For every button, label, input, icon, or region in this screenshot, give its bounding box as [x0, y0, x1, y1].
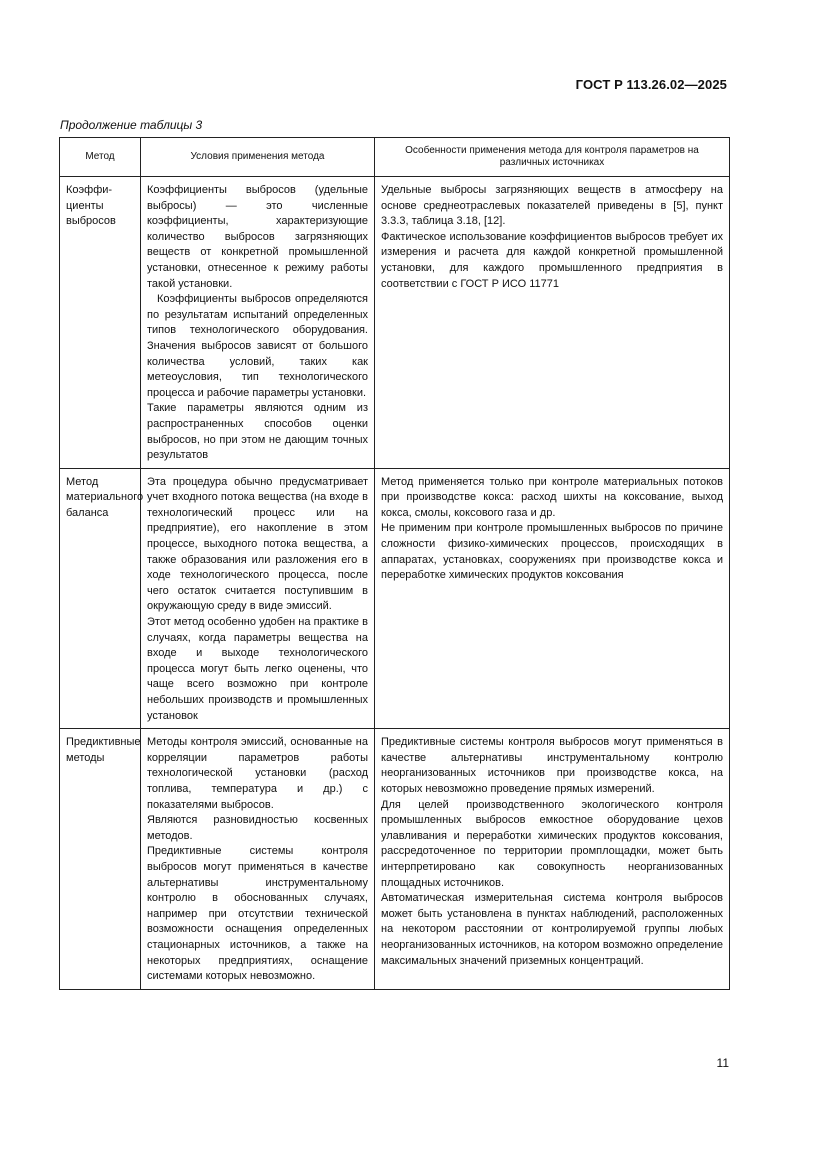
table-row	[60, 729, 730, 990]
conditions-cell	[141, 177, 375, 469]
method-name: Предиктивные методы	[66, 736, 141, 764]
features-paragraph: Для целей производственного экологического контроля промышленных выбросов емкостное оборудование цехов улавливания и переработки химических продуктов коксования, рассредоточенное по территории промплощадки, может быть интерпретировано как совокупность неорганизованных площадных источников.	[381, 798, 723, 889]
conditions-paragraph: Этот метод особенно удобен на практике в случаях, когда параметры вещества на входе и выходе технологического процесса могут быть легко оценены, что чаще всего возможно при контроле небольших производств и промышленных установок	[147, 616, 368, 722]
method-cell	[60, 468, 144, 729]
methods-table	[59, 137, 730, 990]
method-cell	[60, 177, 141, 469]
conditions-paragraph: Коэффициенты выбросов определяются по результатам испытаний определенных типов технологического оборудования. Значения выбросов зависят от большого количества условий, таких как метеоусловия, тип технологического процесса и рабочие параметры установки.	[147, 293, 368, 399]
features-cell	[375, 729, 730, 990]
conditions-paragraph: Коэффициенты выбросов (удельные выбросы) — это численные коэффициенты, характеризующие количество выбросов загрязняющих веществ от конкретной промышленной установки, отнесенное к режиму работы такой установки.	[147, 184, 368, 290]
table-row	[60, 468, 730, 729]
features-paragraph: Удельные выбросы загрязняющих веществ в атмосферу на основе среднеотраслевых показателей приведены в [5], пункт 3.3.3, таблица 3.18, [12].	[381, 184, 723, 228]
features-cell	[375, 468, 730, 729]
column-header-method: Метод	[60, 138, 141, 177]
features-paragraph: Фактическое использование коэффициентов выбросов требует их измерения и расчета для каждой конкретной промышленной установки, для каждого промышленного предприятия в соответствии с ГОСТ Р ИСО 11771	[381, 230, 723, 290]
column-header-conditions: Условия применения метода	[141, 138, 375, 177]
method-cell	[60, 729, 141, 990]
conditions-paragraph: Эта процедура обычно предусматривает учет входного потока вещества (на входе в технологический процесс или на предприятие), его накопление в этом процессе, выходного потока вещества, а также образования или разложения его в ходе технологического процесса, после чего остаток считается поступившим в окружающую среду в виде эмиссий.	[147, 475, 368, 613]
page-number: 11	[716, 1056, 729, 1070]
conditions-cell	[141, 468, 375, 729]
method-name: Метод материального баланса	[66, 475, 144, 519]
conditions-cell	[141, 729, 375, 990]
conditions-paragraph: Предиктивные системы контроля выбросов могут применяться в качестве альтернативы инструментальному контролю в обоснованных случаях, например при отсутствии технической возможности оснащения определенных стационарных источников, а также на некоторых предприятиях, оснащение системами которых невозможно.	[147, 845, 368, 983]
column-header-features: Особенности применения метода для контроля параметров на различных источниках	[375, 138, 730, 177]
conditions-paragraph: Методы контроля эмиссий, основанные на корреляции параметров работы технологической установки (расход топлива, температура и др.) с показателями выбросов.	[147, 736, 368, 811]
table-caption: Продолжение таблицы 3	[60, 118, 203, 132]
table-row	[60, 177, 730, 469]
table-header-row	[60, 138, 730, 177]
document-id: ГОСТ Р 113.26.02—2025	[575, 77, 727, 92]
features-cell	[375, 177, 730, 469]
features-paragraph: Не применим при контроле промышленных выбросов по причине сложности физико-химических процессов, происходящих в аппаратах, установках, сооружениях при производстве кокса и переработке химических продуктов коксования	[381, 522, 723, 582]
conditions-paragraph: Такие параметры являются одним из распространенных способов оценки выбросов, но при этом не дающим точных результатов	[147, 402, 368, 462]
features-paragraph: Метод применяется только при контроле материальных потоков при производстве кокса: расход шихты на коксование, выход кокса, смолы, коксового газа и др.	[381, 475, 723, 519]
method-name: Коэффи-циенты выбросов	[66, 184, 116, 228]
features-paragraph: Автоматическая измерительная система контроля выбросов может быть установлена в пунктах наблюдений, расположенных на некотором расстоянии от контролируемой группы любых неорганизованных источников, на котором возможно определение максимальных значений приземных концентраций.	[381, 892, 723, 967]
features-paragraph: Предиктивные системы контроля выбросов могут применяться в качестве альтернативы инструментальному контролю неорганизованных источников при производстве кокса, на которых невозможно проведение прямых измерений.	[381, 736, 723, 795]
conditions-paragraph: Являются разновидностью косвенных методов.	[147, 814, 368, 842]
